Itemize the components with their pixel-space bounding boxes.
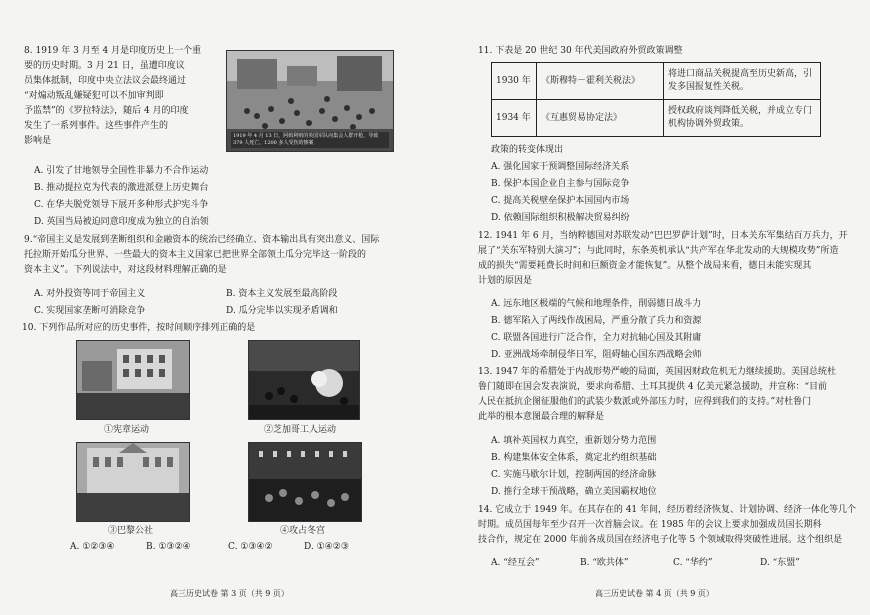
q13-line-3: 人民在抵抗企图征服他们的武装少数派或外部压力时，应得到我们的支持。”对杜鲁门: [478, 397, 812, 407]
q11-option-d[interactable]: D. 依赖国际组织积极解决贸易纠纷: [491, 213, 630, 223]
amritsar-massacre-photo: [226, 50, 394, 152]
amritsar-photo-caption: 1919 年 4 月 13 日，阿姆利则的英国军队向集会人群开枪，导致 379 人死亡，1200 多人受伤的惨案: [231, 132, 389, 148]
trade-policy-table: [491, 62, 821, 137]
q12-option-a[interactable]: A. 远东地区极端的气候和地理条件，削弱德日战斗力: [491, 299, 702, 309]
question-13: [478, 365, 868, 425]
q12-line-4: 计划的原因是: [478, 276, 533, 286]
q13-line-2: 鲁门随即在国会发表演说，要求向希腊、土耳其提供 4 亿美元紧急援助，并宣称：“目前: [478, 382, 828, 392]
chicago-workers-image: [248, 340, 360, 420]
image-caption-3: ③巴黎公社: [108, 526, 154, 536]
image-caption-4: ④攻占冬宫: [280, 526, 326, 536]
q13-line-1: 13. 1947 年的希腊处于内战形势严峻的局面，英国因财政危机无力继续援助。美国总统杜: [478, 367, 836, 377]
q13-option-a[interactable]: A. 填补英国权力真空，重新划分势力范围: [491, 436, 657, 446]
question-14: [478, 503, 868, 548]
q12-option-d[interactable]: D. 亚洲战场牵制侵华日军，阻碍轴心国东西战略会师: [491, 350, 702, 360]
q13-option-d[interactable]: D. 推行全球干预战略，确立美国霸权地位: [491, 487, 657, 497]
q14-line-1: 14. 它成立于 1949 年。在其存在的 41 年间，经历着经济恢复、计划协调、经济一体化等几个: [478, 505, 857, 515]
q13-line-4: 此举的根本意图最合理的解释是: [478, 412, 605, 422]
question-12: [478, 229, 868, 289]
q14-line-3: 技合作，规定在 2000 年前各成员国在经济电子化等 5 个领域取得突破性进展。这个组织是: [478, 535, 843, 545]
question-11: [478, 44, 858, 59]
image-caption-1: ①宪章运动: [104, 425, 150, 435]
question-8: [24, 44, 224, 149]
q14-option-a[interactable]: A. “经互会”: [491, 558, 540, 568]
paris-commune-scene: [77, 443, 189, 521]
q10-stem: 10. 下列作品所对应的历史事件，按时间顺序排列正确的是: [22, 323, 256, 333]
q8-option-a[interactable]: A. 引发了甘地领导全国性非暴力不合作运动: [34, 166, 209, 176]
q9-line-2: 托拉斯开始瓜分世界、一些最大的资本主义国家已把世界全部领土瓜分完毕这一阶段的: [24, 250, 367, 260]
q11-option-b[interactable]: B. 保护本国企业自主参与国际竞争: [491, 179, 630, 189]
question-9: [24, 233, 419, 278]
table-cell-act: 《斯穆特－霍利关税法》: [537, 63, 664, 100]
q10-option-b[interactable]: B. ①③②④: [146, 542, 191, 552]
q9-option-b[interactable]: B. 资本主义发展至最高阶段: [226, 289, 338, 299]
chartist-movement-image: [76, 340, 190, 420]
image-caption-2: ②芝加哥工人运动: [264, 425, 337, 435]
q13-option-b[interactable]: B. 构建集体安全体系，奠定北约组织基础: [491, 453, 657, 463]
q12-option-b[interactable]: B. 德军陷入了两线作战困局，严重分散了兵力和资源: [491, 316, 702, 326]
q8-option-c[interactable]: C. 在华夫脱党领导下展开多种形式护宪斗争: [34, 200, 209, 210]
q12-line-2: 展了“关东军特别大演习”；与此同时，东条英机承认“共产军在华北发动的大规模攻势”所造: [478, 246, 839, 256]
table-cell-act: 《互惠贸易协定法》: [537, 100, 664, 137]
q8-line-7: 影响是: [24, 136, 52, 146]
q9-option-a[interactable]: A. 对外投资等同于帝国主义: [34, 289, 146, 299]
q12-line-1: 12. 1941 年 6 月，当纳粹德国对苏联发动“巴巴罗萨计划”时，日本关东军集结百万兵力，开: [478, 231, 848, 241]
q14-option-b[interactable]: B. “欧共体”: [580, 558, 629, 568]
q11-stem: 11. 下表是 20 世纪 30 年代美国政府外贸政策调整: [478, 46, 683, 56]
winter-palace-image: [248, 442, 362, 522]
q11-option-c[interactable]: C. 提高关税壁垒保护本国国内市场: [491, 196, 630, 206]
q10-option-c[interactable]: C. ①③④②: [228, 542, 273, 552]
table-cell-content: 将进口商品关税提高至历史新高，引发多国报复性关税。: [664, 63, 821, 100]
right-page-footer: 高三历史试卷 第 4 页（共 9 页）: [595, 589, 714, 598]
q14-option-d[interactable]: D. “东盟”: [760, 558, 800, 568]
q10-option-a[interactable]: A. ①②③④: [70, 542, 115, 552]
q9-line-1: 9.“帝国主义是发展到垄断组织和金融资本的统治已经确立、资本输出具有突出意义、国际: [24, 235, 380, 245]
winter-palace-scene: [249, 443, 361, 521]
paris-commune-image: [76, 442, 190, 522]
table-row: [492, 100, 821, 137]
chartist-scene: [77, 341, 189, 419]
q10-option-d[interactable]: D. ①④②③: [304, 542, 349, 552]
q12-option-c[interactable]: C. 联盟各国进行广泛合作，全力对抗轴心国及其附庸: [491, 333, 702, 343]
left-page-footer: 高三历史试卷 第 3 页（共 9 页）: [170, 589, 289, 598]
q8-line-4: “对煽动叛乱嫌疑犯可以不加审判即: [24, 91, 164, 101]
q12-line-3: 成的损失“需要耗费长时间和巨额资金才能恢复”。从整个战局来看，德日未能实现其: [478, 261, 812, 271]
q9-line-3: 资本主义”。下列说法中，对这段材料理解正确的是: [24, 265, 227, 275]
q8-option-d[interactable]: D. 英国当局被迫同意印度成为独立的自治领: [34, 217, 209, 227]
q8-line-6: 发生了一系列事件。这些事件产生的: [24, 121, 169, 131]
q8-line-5: 予监禁”的《罗拉特法》，随后 4 月的印度: [24, 106, 189, 116]
q14-option-c[interactable]: C. “华约”: [673, 558, 713, 568]
q8-line-2: 要的历史时期。3 月 21 日，虽遭印度议: [24, 61, 185, 71]
q14-line-2: 时期。成员国每年至少召开一次首脑会议。在 1985 年的会议上要求加强成员国长期科: [478, 520, 822, 530]
table-cell-content: 授权政府谈判降低关税，并成立专门机构协调外贸政策。: [664, 100, 821, 137]
q8-option-b[interactable]: B. 推动提拉克为代表的激进派登上历史舞台: [34, 183, 209, 193]
q9-option-d[interactable]: D. 瓜分完毕以实现矛盾调和: [226, 306, 338, 316]
table-cell-year: 1934 年: [492, 100, 537, 137]
chicago-scene: [249, 341, 359, 419]
right-page: [435, 0, 870, 615]
table-cell-year: 1930 年: [492, 63, 537, 100]
q8-line-3: 员集体抵制，印度中央立法议会最终通过: [24, 76, 187, 86]
q11-tail: 政策的转变体现出: [491, 145, 564, 155]
q9-option-c[interactable]: C. 实现国家垄断可消除竞争: [34, 306, 146, 316]
q8-line-1: 8. 1919 年 3 月至 4 月是印度历史上一个重: [24, 46, 202, 56]
q13-option-c[interactable]: C. 实施马歇尔计划，控制两国的经济命脉: [491, 470, 657, 480]
table-row: [492, 63, 821, 100]
question-10: [22, 321, 417, 336]
q11-option-a[interactable]: A. 强化国家干预调整国际经济关系: [491, 162, 630, 172]
